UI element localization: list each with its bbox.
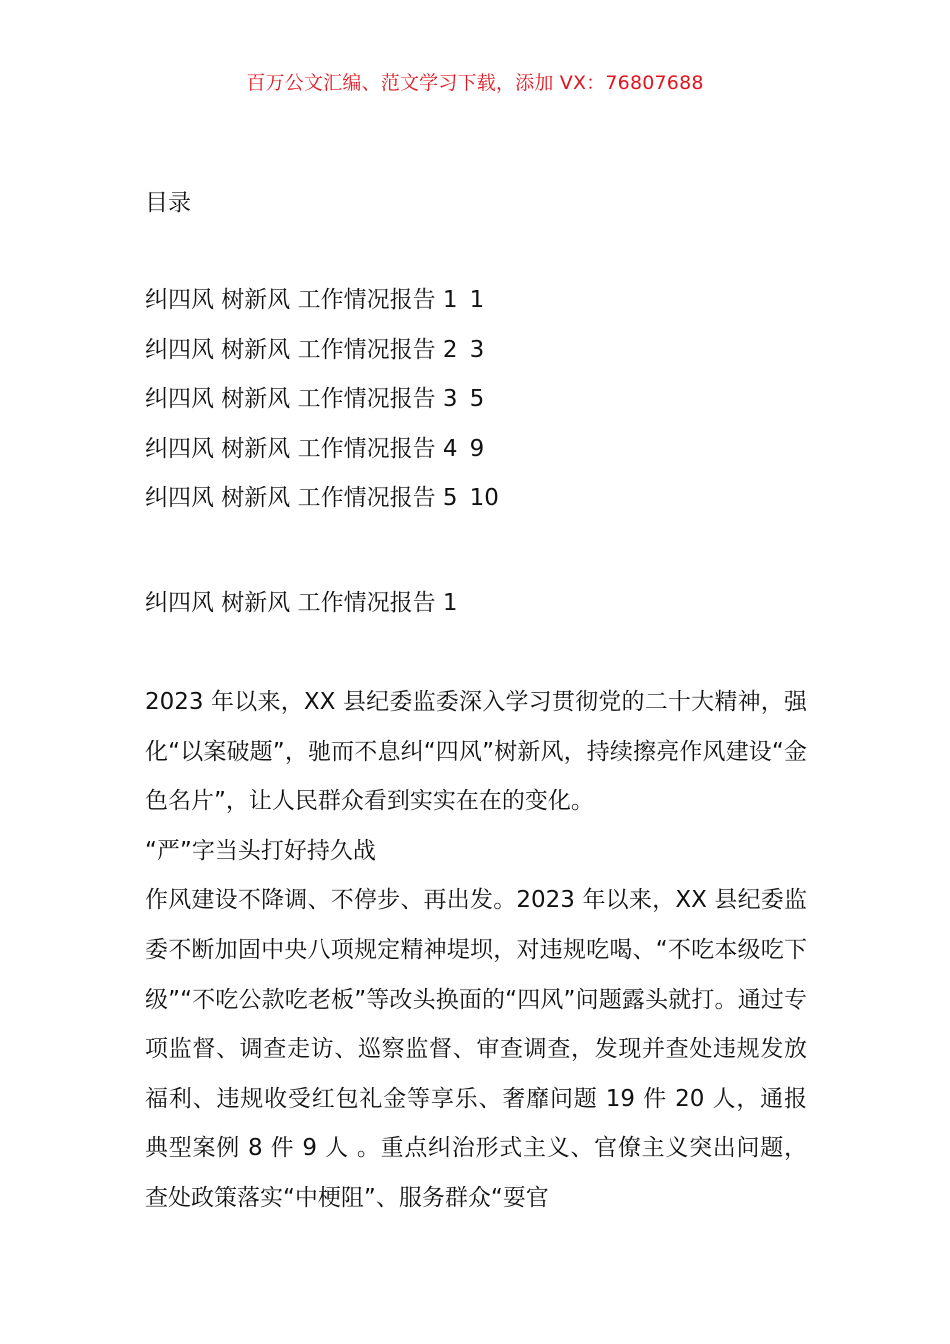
- toc-entry[interactable]: [145, 482, 499, 532]
- subheading: “严”字当头打好持久战: [145, 837, 376, 864]
- toc-entry-label: 纠四风 树新风 工作情况报告 5: [145, 485, 458, 511]
- document-body: [145, 678, 807, 1224]
- toc-entry[interactable]: [145, 383, 499, 433]
- toc-entry-page: 3: [469, 336, 485, 363]
- toc-entry-page: 1: [469, 287, 485, 313]
- body-paragraph: 作风建设不降调、不停步、再出发。2023 年以来，XX 县纪委监委不断加固中央八项规定精神堤坝，对违规吃喝、“不吃本级吃下级”“不吃公款吃老板”等改头换面的“四风”问题露头就打。通过专项监督、调查走访、巡察监督、审查调查，发现并查处违规发放福利、违规收受红包礼金等享乐、奢靡问题 19 件 20 人，通报典型案例 8 件 9 人 。重点纠治形式主义、官僚主义突出问题，查处政策落实“中梗阻”、服务群众“耍官: [145, 887, 807, 1211]
- toc-entry[interactable]: [145, 334, 499, 384]
- toc-entry[interactable]: [145, 284, 499, 334]
- table-of-contents: [145, 284, 499, 532]
- intro-paragraph: 2023 年以来，XX 县纪委监委深入学习贯彻党的二十大精神，强化“以案破题”，驰而不息纠“四风”树新风，持续擦亮作风建设“金色名片”，让人民群众看到实实在在的变化。: [145, 689, 807, 815]
- toc-entry-label: 纠四风 树新风 工作情况报告 2: [145, 336, 458, 363]
- toc-entry-page: 5: [469, 386, 485, 412]
- toc-entry-page: 10: [469, 485, 499, 511]
- header-watermark-note: 百万公文汇编、范文学习下载，添加 VX：76807688: [246, 72, 704, 94]
- toc-title: 目录: [145, 190, 191, 216]
- toc-entry[interactable]: [145, 433, 499, 483]
- toc-entry-label: 纠四风 树新风 工作情况报告 4: [145, 435, 458, 462]
- toc-entry-label: 纠四风 树新风 工作情况报告 3: [145, 386, 458, 412]
- toc-entry-label: 纠四风 树新风 工作情况报告 1: [145, 287, 458, 313]
- toc-entry-page: 9: [469, 435, 485, 462]
- section-heading: 纠四风 树新风 工作情况报告 1: [145, 590, 458, 616]
